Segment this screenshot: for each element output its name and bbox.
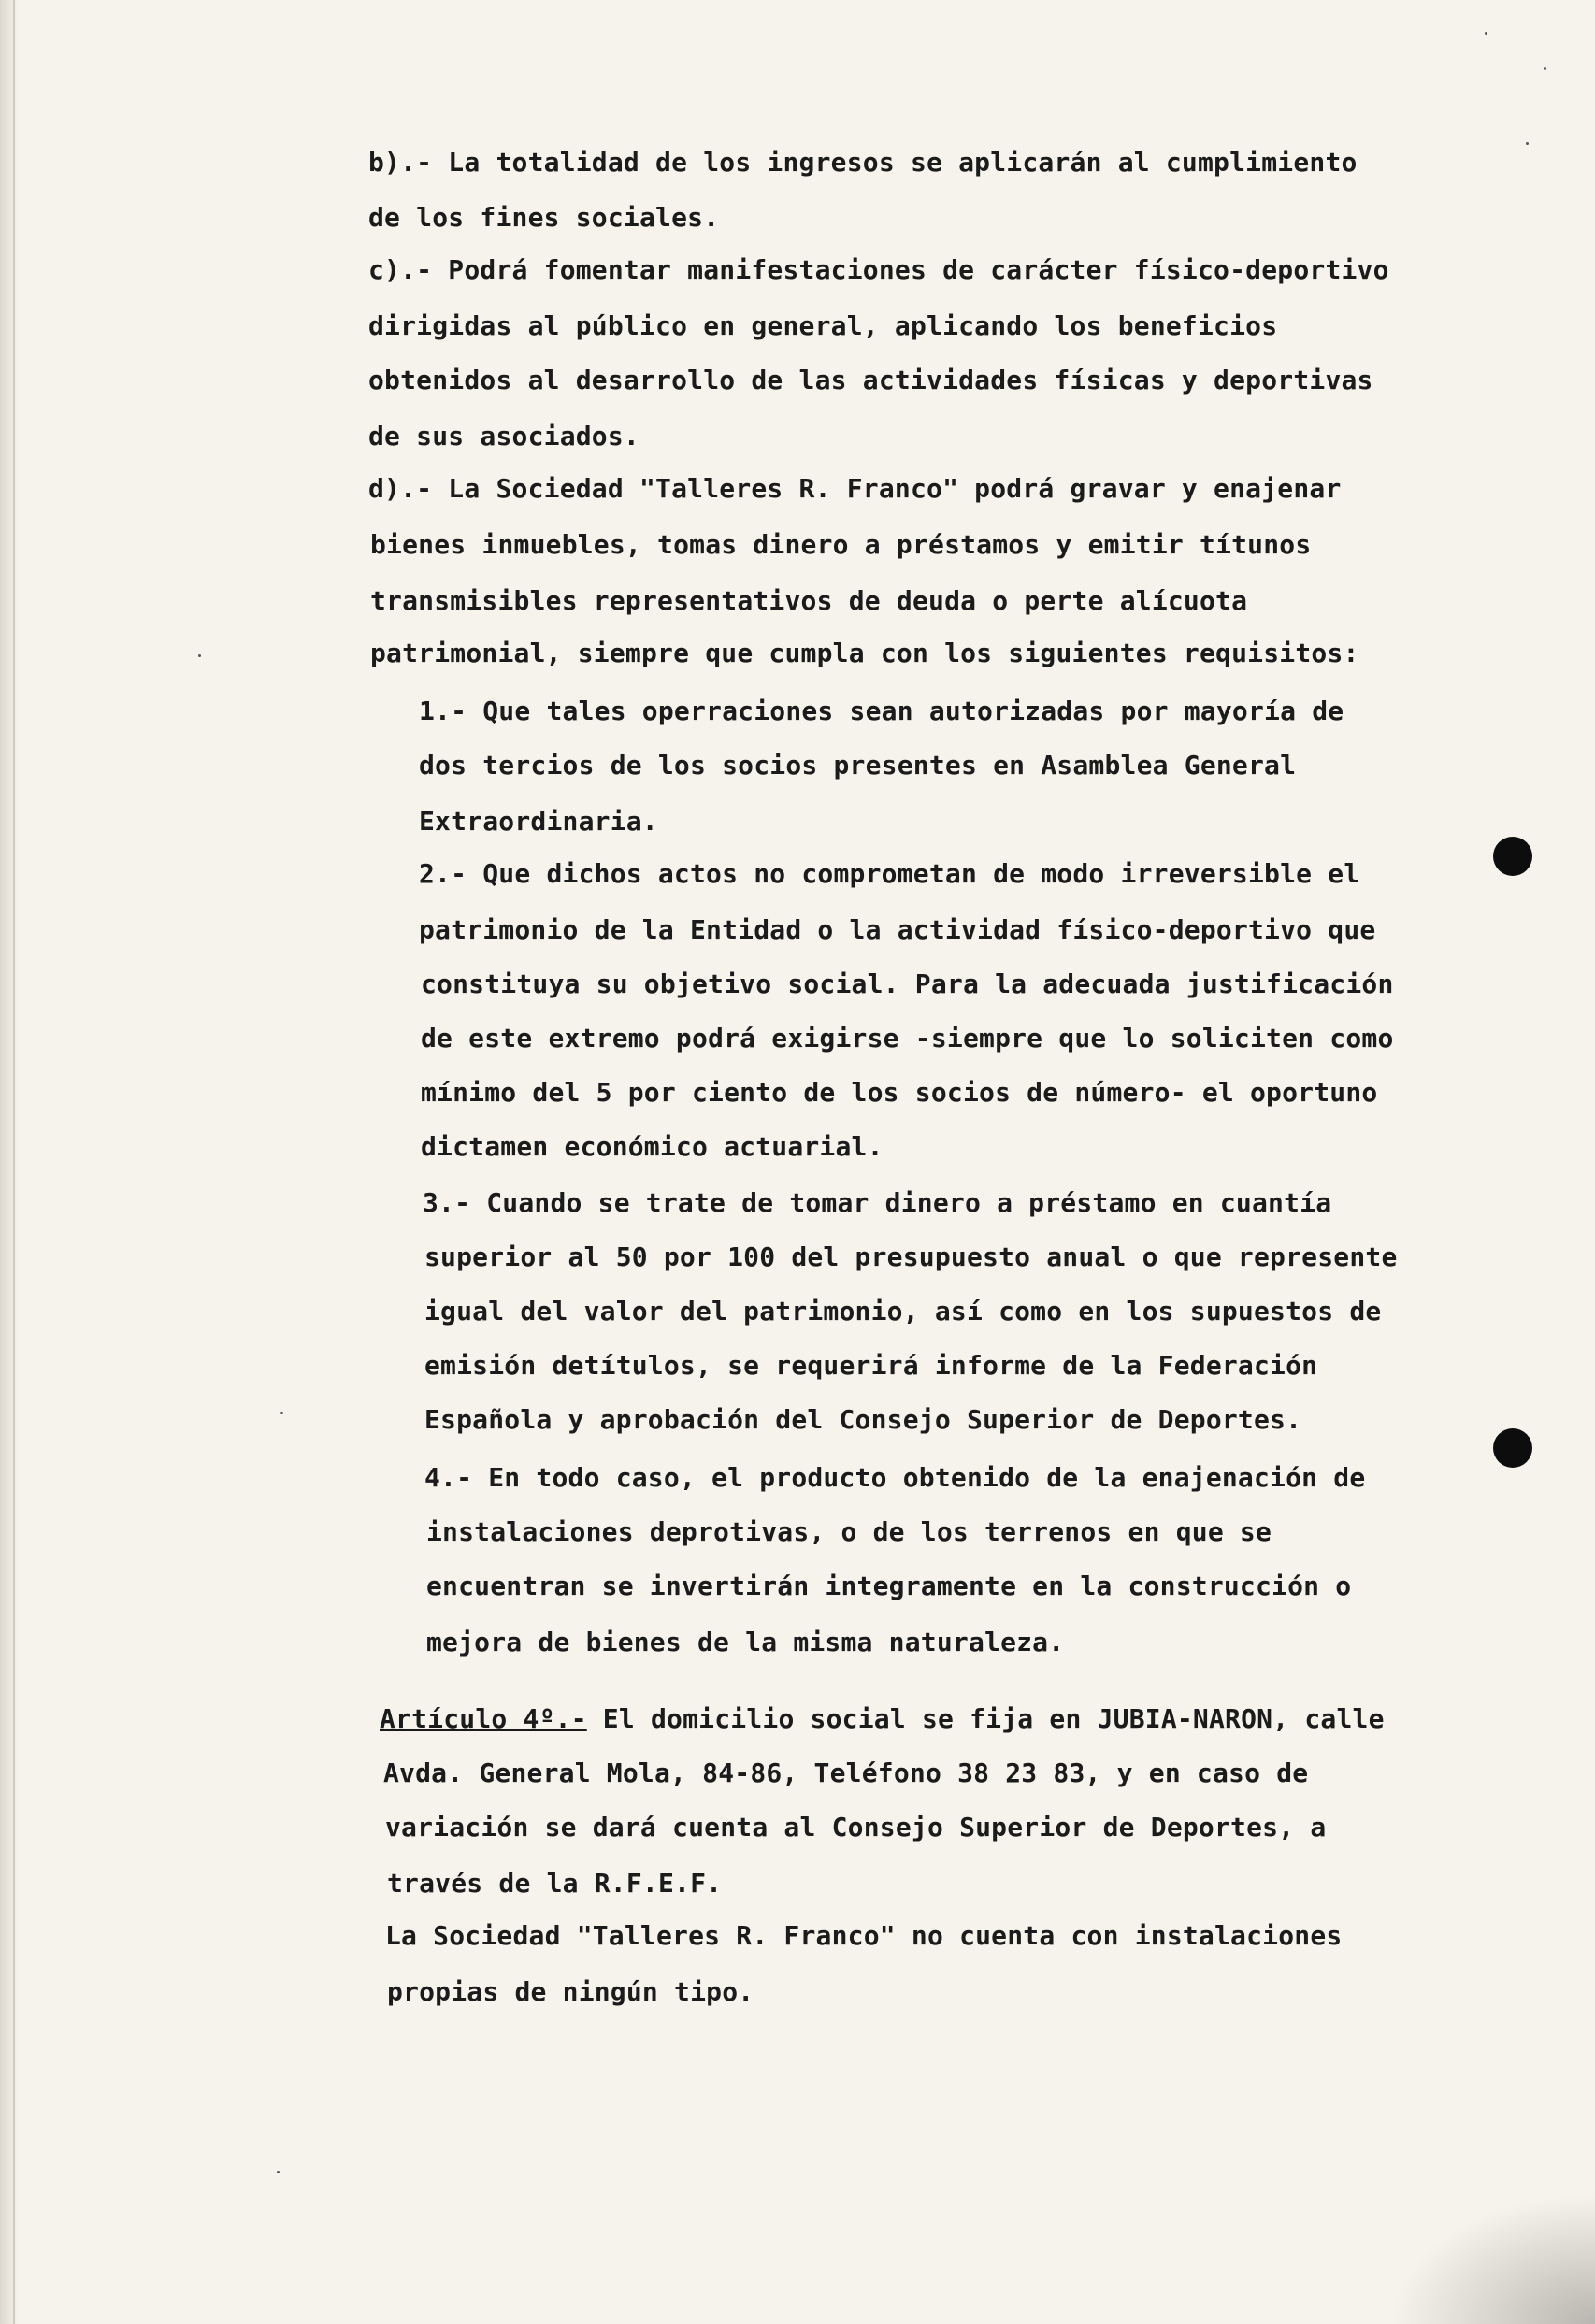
- text-line-rest: El domicilio social se fija en JUBIA-NARON, calle: [586, 1703, 1385, 1734]
- text-line: patrimonio de la Entidad o la actividad físico-deportivo que: [419, 914, 1376, 945]
- text-line: propias de ningún tipo.: [387, 1976, 754, 2007]
- text-line: superior al 50 por 100 del presupuesto anual o que represente: [424, 1241, 1398, 1272]
- text-line: igual del valor del patrimonio, así como en los supuestos de: [424, 1296, 1382, 1327]
- text-line: de los fines sociales.: [368, 202, 720, 233]
- text-line: c).- Podrá fomentar manifestaciones de carácter físico-deportivo: [368, 254, 1389, 285]
- text-line: instalaciones deprotivas, o de los terrenos en que se: [426, 1516, 1272, 1547]
- text-line: La Sociedad "Talleres R. Franco" no cuenta con instalaciones: [385, 1920, 1343, 1951]
- text-line: obtenidos al desarrollo de las actividades físicas y deportivas: [368, 365, 1373, 395]
- text-line: encuentran se invertirán integramente en la construcción o: [426, 1571, 1352, 1601]
- page-left-edge: [0, 0, 19, 2324]
- text-line: dos tercios de los socios presentes en Asamblea General: [419, 750, 1297, 781]
- text-line: de sus asociados.: [368, 421, 639, 452]
- text-line: dictamen económico actuarial.: [421, 1131, 884, 1162]
- scan-speck: [280, 1412, 283, 1414]
- text-line: mejora de bienes de la misma naturaleza.: [426, 1627, 1065, 1657]
- page-fold-line: [13, 0, 15, 2324]
- text-line: variación se dará cuenta al Consejo Superior de Deportes, a: [385, 1812, 1327, 1843]
- text-line: b).- La totalidad de los ingresos se aplicarán al cumplimiento: [368, 147, 1358, 178]
- punch-hole: [1493, 837, 1532, 876]
- text-line: través de la R.F.E.F.: [387, 1868, 723, 1899]
- text-line: 3.- Cuando se trate de tomar dinero a préstamo en cuantía: [423, 1187, 1332, 1218]
- scan-speck: [198, 654, 201, 657]
- text-line: patrimonial, siempre que cumpla con los siguientes requisitos:: [370, 638, 1359, 668]
- text-line: de este extremo podrá exigirse -siempre que lo soliciten como: [421, 1023, 1394, 1054]
- punch-hole: [1493, 1428, 1532, 1468]
- text-line: constituya su objetivo social. Para la adecuada justificación: [421, 968, 1394, 999]
- text-line: d).- La Sociedad "Talleres R. Franco" podrá gravar y enajenar: [368, 473, 1342, 504]
- text-line: Española y aprobación del Consejo Superior de Deportes.: [424, 1404, 1302, 1435]
- scan-speck: [1544, 67, 1546, 70]
- scan-speck: [277, 2171, 280, 2173]
- text-line: bienes inmuebles, tomas dinero a préstamos y emitir títunos: [370, 529, 1312, 560]
- text-line: Extraordinaria.: [419, 806, 658, 837]
- text-line: [380, 1703, 1385, 1735]
- text-line: transmisibles representativos de deuda o perte alícuota: [370, 585, 1248, 616]
- text-line: 4.- En todo caso, el producto obtenido de la enajenación de: [424, 1462, 1366, 1493]
- article-heading: Artículo 4º.-: [380, 1703, 587, 1734]
- scan-speck: [1526, 142, 1529, 145]
- scan-speck: [1485, 32, 1487, 35]
- text-line: dirigidas al público en general, aplicando los beneficios: [368, 310, 1278, 341]
- text-line: 1.- Que tales operraciones sean autorizadas por mayoría de: [419, 696, 1344, 726]
- text-line: Avda. General Mola, 84-86, Teléfono 38 23 83, y en caso de: [383, 1757, 1309, 1788]
- text-line: mínimo del 5 por ciento de los socios de número- el oportuno: [421, 1077, 1378, 1108]
- page-corner-shadow: [1389, 2193, 1595, 2324]
- text-line: 2.- Que dichos actos no comprometan de modo irreversible el: [419, 858, 1360, 889]
- text-line: emisión detítulos, se requerirá informe de la Federación: [424, 1350, 1318, 1381]
